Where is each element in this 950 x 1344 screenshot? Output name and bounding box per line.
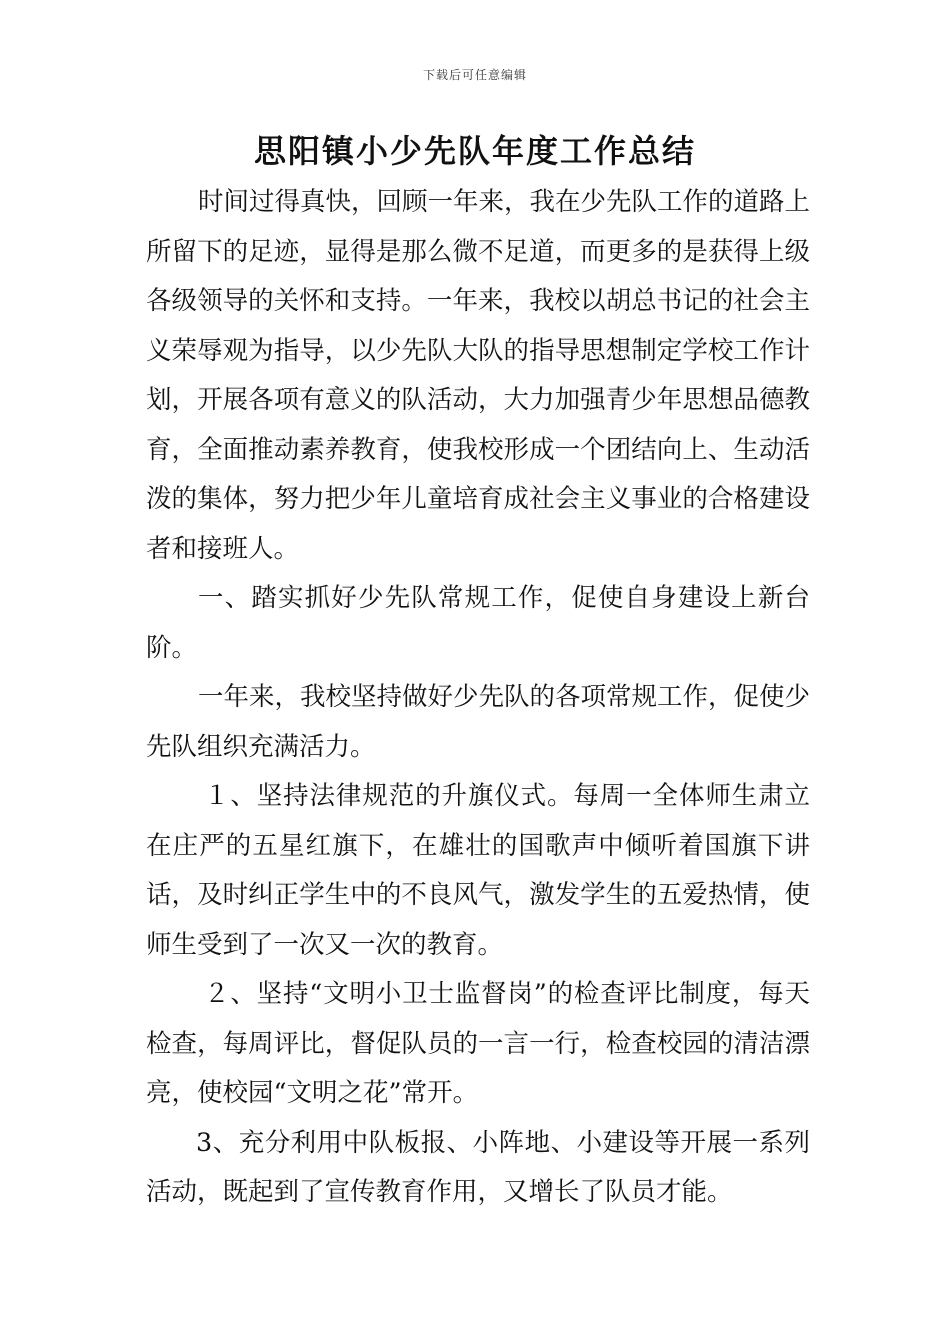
document-body bbox=[146, 178, 810, 1218]
paragraph-item-3: 3、充分利用中队板报、小阵地、小建设等开展一系列活动，既起到了宣传教育作用，又增长了队员才能。 bbox=[146, 1127, 810, 1207]
paragraph-section-1-intro: 一年来，我校坚持做好少先队的各项常规工作，促使少先队组织充满活力。 bbox=[146, 682, 811, 762]
document-title: 思阳镇小少先队年度工作总结 bbox=[253, 132, 696, 170]
paragraph-item-1: １、坚持法律规范的升旗仪式。每周一全体师生肃立在庄严的五星红旗下，在雄壮的国歌声中倾听着国旗下讲话，及时纠正学生中的不良风气，激发学生的五爱热情，使师生受到了一次又一次的教育。 bbox=[146, 781, 810, 960]
header-note: 下载后可任意编辑 bbox=[422, 68, 527, 82]
paragraph-section-heading-1: 一、踏实抓好少先队常规工作，促使自身建设上新台阶。 bbox=[146, 583, 810, 663]
paragraph-item-2: ２、坚持“文明小卫士监督岗”的检查评比制度，每天检查，每周评比，督促队员的一言一行，检查校园的清洁漂亮，使校园“文明之花”常开。 bbox=[146, 979, 810, 1108]
paragraph-intro: 时间过得真快，回顾一年来，我在少先队工作的道路上所留下的足迹，显得是那么微不足道，而更多的是获得上级各级领导的关怀和支持。一年来，我校以胡总书记的社会主义荣辱观为指导，以少先队大队的指导思想制定学校工作计划，开展各项有意义的队活动，大力加强青少年思想品德教育，全面推动素养教育，使我校形成一个团结向上、生动活泼的集体，努力把少年儿童培育成社会主义事业的合格建设者和接班人。 bbox=[146, 187, 811, 564]
